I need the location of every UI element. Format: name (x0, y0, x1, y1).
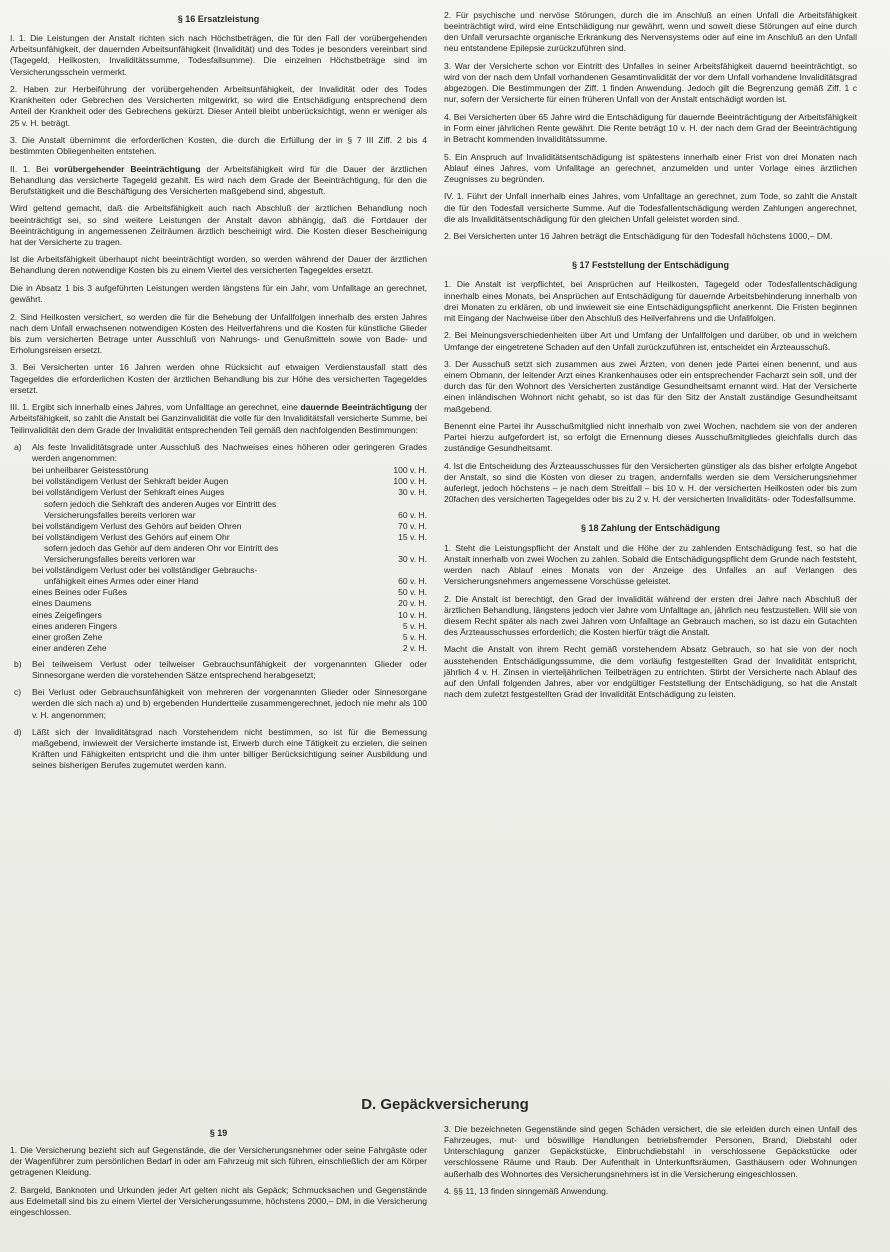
degree-row (32, 610, 427, 621)
degree-value (385, 565, 427, 576)
degree-row (32, 621, 427, 632)
s17-p3: 3. Der Ausschuß setzt sich zusammen aus zwei Ärzten, von denen jede Partei einen benennt, und aus einem Obmann, der leitender Arzt eines Krankenhauses oder ein entsprechender Facharzt sein soll, und der durch das für den Wohnort des Versicherten zuständige Gesundheitsamt ernannt wird. Hat der Versicherte einen inländischen Wohnort nicht gehabt, so ist das für den Sitz der Anstalt zuständige Gesundheitsamt maßgebend. (444, 358, 857, 414)
s16-III-5: 5. Ein Anspruch auf Invaliditätsentschädigung ist spätestens innerhalb einer Frist von drei Monaten nach Ablauf eines Jahres, vom Unfalltage an gerechnet, anzumelden und unter Vorlage eines ärztlichen Zeugnisses zu begründen. (444, 151, 857, 184)
s16-I-2: 2. Haben zur Herbeiführung der vorübergehenden Arbeitsunfähigkeit, der Invalidität oder des Todes Krankheiten oder Gebrechen des Versicherten mitgewirkt, so wird die Entschädigung entsprechend dem Anteil der Krankheit oder des Gebrechens gekürzt. Dieser Anteil bleibt unberücksichtigt, wenn er weniger als 25 v. H. beträgt. (10, 84, 427, 128)
s16-III-2: 2. Für psychische und nervöse Störungen, durch die im Anschluß an einen Unfall die Arbeitsfähigkeit beeinträchtigt wird, wird eine Entschädigung nur gewährt, wenn und soweit diese Störungen auf eine durch den Unfall verursachte organische Erkrankung des Nervensystems oder auf eine im Anschluß an den Unfall neu entstandene Epilepsie zurückzuführen sind. (444, 10, 857, 54)
degree-description: bei unheilbarer Geistesstörung (32, 465, 149, 476)
bottom-left-column (10, 1124, 427, 1225)
s16-III-1 (10, 402, 427, 435)
list-item-c (10, 687, 427, 720)
item-b-text: Bei teilweisem Verlust oder teilweiser Gebrauchsunfähigkeit der vorgenannten Glieder oder Sinnesorgane werden die vorstehenden Sätze entsprechend herabgesetzt; (32, 658, 427, 681)
degree-row (32, 565, 427, 576)
degree-description: Versicherungsfalles bereits verloren war (44, 554, 196, 565)
degree-description: einer großen Zehe (32, 631, 103, 642)
degree-row (32, 487, 427, 498)
degree-value: 15 v. H. (398, 531, 427, 542)
degree-row (32, 587, 427, 598)
degree-row (32, 510, 427, 521)
s16-II-1-prefix: II. 1. Bei (10, 163, 55, 174)
s16-IV-1: IV. 1. Führt der Unfall innerhalb eines Jahres, vom Unfalltage an gerechnet, zum Tode, so zahlt die Anstalt die für den Todesfall versicherte Summe. Auf die Todesfallentschädigung werden Zahlungen angerechnet, die als Invaliditätsentschädigung für den gleichen Unfall geleistet worden sind. (444, 191, 857, 224)
degree-row (32, 543, 427, 554)
item-d-label: d) (14, 726, 22, 737)
item-b-label: b) (14, 658, 22, 669)
s18-p1: 1. Steht die Leistungspflicht der Anstalt und die Höhe der zu zahlenden Entschädigung fest, so hat die Anstalt innerhalb von zwei Wochen zu zahlen. Sobald die Entschädigungspflicht dem Grunde nach feststeht, werden nach Ablauf eines Monats von der Anzeige des Unfalles an auf Verlangen des Versicherungsnehmers angemessene Vorschüsse geleistet. (444, 542, 857, 587)
degree-value: 5 v. H. (402, 620, 427, 631)
section-19-heading: § 19 (209, 1128, 228, 1138)
s18-p2: 2. Die Anstalt ist berechtigt, den Grad der Invalidität während der ersten drei Jahre nach Abschluß der ärztlichen Behandlung, längstens jedoch vier Jahre vom Unfalltage an, jährlich neu festzustellen. Will sie von diesem Recht später als nach zwei Jahren vom Unfalltage an Gebrauch machen, so ist dazu ein Gutachten des Ärzteausschusses erforderlich; die Kosten hierfür trägt die Anstalt. (444, 593, 857, 637)
degree-row (32, 499, 427, 510)
s16-I-3: 3. Die Anstalt übernimmt die erforderlichen Kosten, die durch die Erfüllung der in § 7 III Ziff. 2 bis 4 bestimmten Obliegenheiten entstehen. (10, 135, 427, 157)
s19-p3: 3. Die bezeichneten Gegenstände sind gegen Schäden versichert, die sie erleiden durch einen Unfall des Fahrzeuges, mut- und böswillige Handlungen betriebsfremder Personen, Brand, Diebstahl oder Unterschlagung ganzer Gepäckstücke, Einbruchdiebstahl in verschlossene Gepäckstücke oder verschlossene Räume und Raub. Der Aufenthalt in Unterkunftsräumen, Gasthäusern oder Wohnungen außerhalb des Wohnortes des Versicherungsnehmers ist in die Versicherung eingeschlossen. (444, 1124, 857, 1179)
list-item-d (10, 727, 427, 772)
degree-value: 100 v. H. (393, 476, 427, 487)
right-column (444, 10, 857, 707)
item-c-text: Bei Verlust oder Gebrauchsunfähigkeit von mehreren der vorgenannten Glieder oder Sinnesorgane werden die sich nach a) und b) ergebenden Hundertteile zusammengerechnet, jedoch nie mehr als 100 v. H. angenommen; (32, 687, 427, 720)
section-17-heading: § 17 Feststellung der Entschädigung (571, 260, 730, 271)
degree-value: 30 v. H. (398, 554, 427, 565)
degree-value: 30 v. H. (398, 487, 427, 498)
section-d-title: D. Gepäckversicherung (361, 1096, 529, 1113)
list-item-a (10, 442, 427, 464)
s16-II-1 (10, 164, 427, 197)
s17-p2: 2. Bei Meinungsverschiedenheiten über Art und Umfang der Unfallfolgen und darüber, ob und in welchem Umfange der eingetretene Schaden auf den Unfall zurückzuführen ist, entscheidet ein Ärzteausschuß. (444, 330, 857, 352)
degree-value (385, 543, 427, 554)
degree-description: bei vollständigem Verlust oder bei vollständiger Gebrauchs- (32, 565, 258, 576)
s17-p3b: Benennt eine Partei ihr Ausschußmitglied nicht innerhalb von zwei Wochen, nachdem sie von der anderen Partei hierzu aufgefordert ist, so erfolgt die Ernennung dieses Ausschußmitgliedes gleichfalls durch das zuständige Gesundheitsamt. (444, 421, 857, 454)
s16-II-1c: Ist die Arbeitsfähigkeit überhaupt nicht beeinträchtigt worden, so werden während der Dauer der ärztlichen Behandlung deren notwendige Kosten bis zu einem Viertel des versicherten Tagegeldes ersetzt. (10, 254, 427, 276)
item-d-text: Läßt sich der Invaliditätsgrad nach Vorstehendem nicht bestimmen, so ist für die Bemessung maßgebend, inwieweit der Versicherte imstande ist, Erwerb durch eine Tätigkeit zu erzielen, die seinen Kräften und Fähigkeiten entspricht und die ihm unter billiger Berücksichtigung seiner Ausbildung und seines bisherigen Berufes zugemutet werden kann. (32, 726, 427, 771)
degree-row (32, 554, 427, 565)
degree-description: sofern jedoch die Sehkraft des anderen Auges vor Eintritt des (44, 498, 277, 509)
degree-value: 20 v. H. (398, 598, 427, 609)
degree-value: 5 v. H. (402, 631, 427, 642)
degree-row (32, 598, 427, 609)
degree-description: bei vollständigem Verlust der Sehkraft beider Augen (32, 476, 229, 487)
s16-II-3: 3. Bei Versicherten unter 16 Jahren werden ohne Rücksicht auf etwaigen Verdienstausfall statt des Tagegeldes die erforderlichen Kosten der ärztlichen Behandlung bis zur Höhe des versicherten Tagegeldes ersetzt. (10, 362, 427, 395)
s16-II-1b: Wird geltend gemacht, daß die Arbeitsfähigkeit auch nach Abschluß der ärztlichen Behandlung noch beeinträchtigt sei, so sind weitere Leistungen der Anstalt davon abhängig, daß die Fortdauer der Beeinträchtigung in angemessenen Zeiträumen ärztlich bescheinigt wird. Die Kosten dieser Bescheinigung hat der Versicherte zu tragen. (10, 203, 427, 247)
s18-p3: Macht die Anstalt von ihrem Recht gemäß vorstehendem Absatz Gebrauch, so hat sie von der noch ausstehenden Entschädigungssumme, die dem vorläufig festgestellten Grad der Invalidität entspricht, jährlich 4 v. H. Zinsen in vierteljährlichen Teilbeträgen zu entrichten. Stirbt der Versicherte nach Ablauf des auf den Unfall folgenden Jahres, aber vor endgültiger Feststellung der Entschädigung, so hat die Anstalt nach dem zuletzt festgestellten Grad der Invalidität Entschädigung zu leisten. (444, 644, 857, 700)
invalidity-degree-table (32, 465, 427, 654)
s16-III-1-bold: dauernde Beeinträchtigung (300, 402, 412, 413)
s16-III-1-prefix: III. 1. Ergibt sich innerhalb eines Jahres, vom Unfalltage an gerechnet, eine (10, 402, 301, 413)
s16-I-1: I. 1. Die Leistungen der Anstalt richten sich nach Höchstbeträgen, die für den Fall der vorübergehenden Arbeitsunfähigkeit, der dauernden Arbeitsunfähigkeit (Invalidität) und des Todes je besonders vereinbart sind (Tagegeld, Heilkosten, Invaliditätssumme, Todesfallsumme). Die einzelnen Höchstbeträge sind im Versicherungsschein vermerkt. (10, 33, 427, 77)
degree-value: 60 v. H. (398, 509, 427, 520)
degree-value: 2 v. H. (402, 642, 427, 653)
degree-description: eines Zeigefingers (32, 609, 102, 620)
s19-p4: 4. §§ 11, 13 finden sinngemäß Anwendung. (444, 1186, 609, 1197)
s16-III-4: 4. Bei Versicherten über 65 Jahre wird die Entschädigung für dauernde Beeinträchtigung der Arbeitsfähigkeit in Form einer jährlichen Rente gewährt. Die Rente beträgt 10 v. H. der nach dem Grad der Beeinträchtigung in Betracht kommenden Invaliditätssumme. (444, 111, 857, 145)
degree-description: unfähigkeit eines Armes oder einer Hand (44, 576, 199, 587)
item-a-text: Als feste Invaliditätsgrade unter Ausschluß des Nachweises eines höheren oder geringeren Grades werden angenommen: (32, 441, 427, 464)
s16-III-3: 3. War der Versicherte schon vor Eintritt des Unfalles in seiner Arbeitsfähigkeit dauernd beeinträchtigt, so wird von der nach dem Unfall vorhandenen Gesamtinvalidität der vor dem Unfall vorhandene Invaliditätsgrad abgezogen. Die Bestimmungen der Ziff. 1 finden Anwendung. Jedoch gilt die Begrenzung gemäß Ziff. 1 c nur, sofern der Versicherte für einen früheren Unfall von der Anstalt entschädigt worden ist. (444, 60, 857, 105)
s19-p1: 1. Die Versicherung bezieht sich auf Gegenstände, die der Versicherungsnehmer oder seine Fahrgäste oder der Wagenführer zum persönlichen Bedarf in oder am Fahrzeug mit sich führen, einschließlich der am Körper getragenen Kleidung. (10, 1145, 427, 1178)
s16-II-1d: Die in Absatz 1 bis 3 aufgeführten Leistungen werden längstens für ein Jahr, vom Unfalltage an gerechnet, gewährt. (10, 282, 427, 305)
degree-row (32, 576, 427, 587)
left-column (10, 10, 427, 777)
s16-II-2: 2. Sind Heilkosten versichert, so werden die für die Behebung der Unfallfolgen innerhalb des ersten Jahres nach dem Unfall erwachsenen notwendigen Kosten des Heilverfahrens und die Kosten für künstliche Glieder bis zum versicherten Betrage unter Ausschluß von Nahrungs- und Genußmitteln sowie von Bade- und Erholungsreisen ersetzt. (10, 311, 427, 355)
degree-row (32, 643, 427, 654)
degree-description: einer anderen Zehe (32, 642, 107, 653)
degree-row (32, 632, 427, 643)
degree-row (32, 521, 427, 532)
s16-IV-2: 2. Bei Versicherten unter 16 Jahren beträgt die Entschädigung für den Todesfall höchstens 1000,– DM. (444, 231, 833, 242)
s16-III-1-rest: der Arbeitsfähigkeit, so zahlt die Anstalt bei Ganzinvalidität die volle für den Invaliditätsfall versicherte Summe, bei Teilinvalidität den dem Grade der Invalidität entsprechenden Teil gemäß den nachfolgenden Bestimmungen: (10, 402, 427, 435)
s17-p1: 1. Die Anstalt ist verpflichtet, bei Ansprüchen auf Heilkosten, Tagegeld oder Todesfallentschädigung innerhalb eines Monats, bei Ansprüchen auf Entschädigung für dauernde Arbeitsbehinderung innerhalb von drei Monaten zu erklären, ob und inwieweit sie eine Entschädigungspflicht anerkennt. Die Fristen beginnen mit Eingang der Nachweise über den Abschluß des Heilverfahrens und die Unfallfolgen. (444, 279, 857, 323)
item-a-label: a) (14, 441, 22, 452)
bottom-right-column (444, 1124, 857, 1204)
degree-description: bei vollständigem Verlust des Gehörs auf beiden Ohren (32, 520, 242, 531)
degree-row (32, 476, 427, 487)
degree-description: eines Daumens (32, 598, 92, 609)
section-16-heading: § 16 Ersatzleistung (177, 14, 260, 24)
degree-value (385, 499, 427, 510)
degree-value: 60 v. H. (398, 576, 427, 587)
list-item-b (10, 659, 427, 681)
degree-row (32, 465, 427, 476)
degree-value: 100 v. H. (393, 465, 427, 476)
s16-II-1-rest: der Arbeitsfähigkeit wird für die Dauer der ärztlichen Behandlung das versicherte Tagegeld gezahlt. Es wird nach dem Grade der Beeinträchtigung, für den die Berufstätigkeit und die Beschäftigung des Versicherten maßgebend sind, abgestuft. (10, 163, 427, 196)
s16-II-1-bold: vorübergehender Beeinträchtigung (54, 163, 201, 174)
degree-description: bei vollständigem Verlust des Gehörs auf einem Ohr (32, 531, 230, 542)
item-c-label: c) (14, 687, 22, 698)
degree-description: sofern jedoch das Gehör auf dem anderen Ohr vor Eintritt des (44, 542, 279, 553)
degree-description: bei vollständigem Verlust der Sehkraft eines Auges (32, 487, 225, 498)
section-18-heading: § 18 Zahlung der Entschädigung (580, 523, 721, 534)
degree-row (32, 532, 427, 543)
s19-p2: 2. Bargeld, Banknoten und Urkunden jeder Art gelten nicht als Gepäck; Schmucksachen und Gegenstände aus Edelmetall sind bis zu einem Viertel der Versicherungssumme, höchstens 2000,– DM, in die Versicherung eingeschlossen. (10, 1184, 427, 1218)
degree-value: 50 v. H. (398, 587, 427, 598)
s17-p4: 4. Ist die Entscheidung des Ärzteausschusses für den Versicherten günstiger als das bisher erfolgte Angebot der Anstalt, so sind die Kosten von dieser zu tragen, andernfalls werden sie dem Versicherungsnehmer auferlegt, jedoch höchstens – je nach dem Streitfall – bis 10 v. H. der versicherten Heilkosten oder bis zum 20fachen des versicherten Tagegeldes oder bis zu 2 v. H. der versicherten Invaliditäts- oder Todesfallsumme. (444, 460, 857, 505)
degree-description: eines Beines oder Fußes (32, 587, 128, 598)
degree-value: 70 v. H. (398, 520, 427, 531)
degree-description: eines anderen Fingers (32, 620, 118, 631)
degree-description: Versicherungsfalles bereits verloren war (44, 509, 196, 520)
degree-value: 10 v. H. (398, 609, 427, 620)
